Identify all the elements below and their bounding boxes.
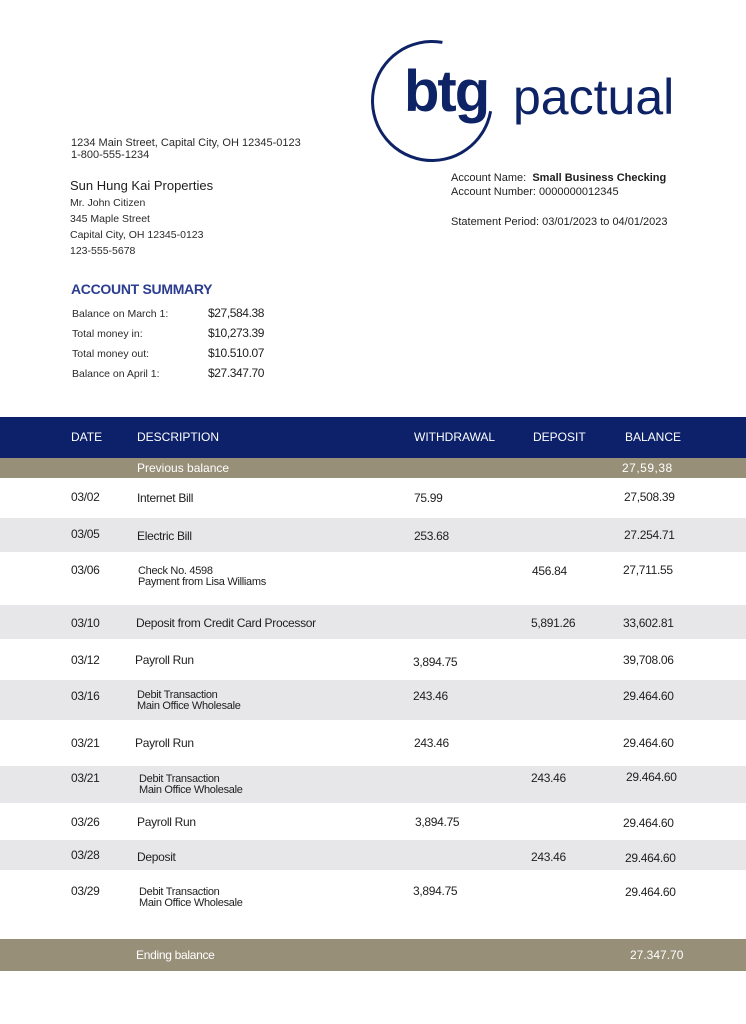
customer-street: 345 Maple Street <box>70 213 150 225</box>
summary-label: Total money out: <box>72 348 150 360</box>
row-date: 03/06 <box>71 563 100 577</box>
summary-label: Balance on March 1: <box>72 308 169 320</box>
table-row <box>0 803 746 840</box>
row-description-detail: Payment from Lisa Williams <box>138 576 266 588</box>
row-withdrawal: 3,894.75 <box>413 655 458 669</box>
summary-value: $10,273.39 <box>208 326 265 340</box>
table-row <box>0 639 746 680</box>
row-balance: 29.464.60 <box>623 689 674 703</box>
bank-address: 1234 Main Street, Capital City, OH 12345-0123 <box>71 137 301 149</box>
table-row <box>0 605 746 639</box>
account-name <box>451 172 666 184</box>
ending-balance-value: 27.347.70 <box>630 948 684 962</box>
table-row <box>0 766 746 803</box>
table-row <box>0 720 746 766</box>
row-balance: 27.254.71 <box>624 528 675 542</box>
table-row <box>0 552 746 605</box>
row-withdrawal: 3,894.75 <box>413 884 458 898</box>
customer-phone: 123-555-5678 <box>70 245 136 257</box>
row-deposit: 243.46 <box>531 771 566 785</box>
transactions-table-header <box>0 417 746 458</box>
statement-period: Statement Period: 03/01/2023 to 04/01/2023 <box>451 216 668 228</box>
row-deposit: 456.84 <box>532 564 567 578</box>
table-row <box>0 518 746 552</box>
logo-pactual-text: pactual <box>513 69 675 125</box>
header-withdrawal: WITHDRAWAL <box>414 430 496 444</box>
customer-contact: Mr. John Citizen <box>70 197 146 209</box>
row-description: Debit Transaction <box>139 886 220 898</box>
row-description-detail: Main Office Wholesale <box>139 784 243 796</box>
logo-btg-text: btg <box>404 59 489 124</box>
row-description: Payroll Run <box>137 815 196 829</box>
row-date: 03/12 <box>71 653 100 667</box>
row-balance: 33,602.81 <box>623 616 674 630</box>
row-description-detail: Main Office Wholesale <box>139 897 243 909</box>
summary-label: Total money in: <box>72 328 143 340</box>
row-withdrawal: 75.99 <box>414 491 443 505</box>
row-balance: 29.464.60 <box>625 885 676 899</box>
row-date: 03/10 <box>71 616 100 630</box>
row-balance: 27,508.39 <box>624 490 675 504</box>
summary-label: Balance on April 1: <box>72 368 160 380</box>
row-description: Electric Bill <box>137 529 192 543</box>
customer-company: Sun Hung Kai Properties <box>70 178 214 193</box>
row-description: Payroll Run <box>135 736 194 750</box>
row-description-detail: Main Office Wholesale <box>137 700 241 712</box>
row-date: 03/26 <box>71 815 100 829</box>
table-row <box>0 870 746 939</box>
row-description: Deposit <box>137 850 176 864</box>
account-summary-title: ACCOUNT SUMMARY <box>71 281 213 297</box>
header-description: DESCRIPTION <box>137 430 220 444</box>
header-balance: BALANCE <box>625 430 682 444</box>
account-name-value: Small Business Checking <box>532 172 667 184</box>
row-date: 03/05 <box>71 527 100 541</box>
account-number-label: Account Number: <box>451 186 536 198</box>
previous-balance-value: 27,59,38 <box>622 461 673 475</box>
row-date: 03/21 <box>71 736 100 750</box>
ending-balance-row <box>0 939 746 971</box>
row-withdrawal: 243.46 <box>413 689 448 703</box>
account-number-value: 0000000012345 <box>539 186 619 198</box>
row-balance: 29.464.60 <box>623 736 674 750</box>
row-description: Internet Bill <box>137 491 194 505</box>
table-row <box>0 840 746 870</box>
row-date: 03/02 <box>71 490 100 504</box>
row-deposit: 243.46 <box>531 850 566 864</box>
btg-pactual-logo <box>371 40 681 162</box>
header-deposit: DEPOSIT <box>533 430 586 444</box>
customer-city: Capital City, OH 12345-0123 <box>70 229 204 241</box>
previous-balance-label: Previous balance <box>137 461 230 475</box>
row-date: 03/29 <box>71 884 100 898</box>
row-withdrawal: 253.68 <box>414 529 449 543</box>
account-name-label: Account Name: <box>451 172 527 184</box>
account-number <box>451 186 619 198</box>
summary-value: $27,584.38 <box>208 306 265 320</box>
row-description: Debit Transaction <box>137 689 218 701</box>
row-date: 03/21 <box>71 771 100 785</box>
table-row <box>0 478 746 518</box>
table-row <box>0 680 746 720</box>
row-description: Deposit from Credit Card Processor <box>136 616 316 630</box>
row-date: 03/16 <box>71 689 100 703</box>
row-description: Debit Transaction <box>139 773 220 785</box>
row-withdrawal: 243.46 <box>414 736 449 750</box>
row-balance: 29.464.60 <box>626 770 677 784</box>
summary-value: $10.510.07 <box>208 346 265 360</box>
row-balance: 29.464.60 <box>625 851 676 865</box>
row-balance: 39,708.06 <box>623 653 674 667</box>
bank-phone: 1-800-555-1234 <box>71 149 150 161</box>
row-deposit: 5,891.26 <box>531 616 576 630</box>
ending-balance-label: Ending balance <box>136 948 215 962</box>
row-balance: 29.464.60 <box>623 816 674 830</box>
row-description: Payroll Run <box>135 653 194 667</box>
row-date: 03/28 <box>71 848 100 862</box>
previous-balance-row <box>0 458 746 478</box>
row-description: Check No. 4598 <box>138 565 213 577</box>
summary-value: $27.347.70 <box>208 366 265 380</box>
header-date: DATE <box>71 430 103 444</box>
row-balance: 27,711.55 <box>623 563 673 577</box>
row-withdrawal: 3,894.75 <box>415 815 460 829</box>
